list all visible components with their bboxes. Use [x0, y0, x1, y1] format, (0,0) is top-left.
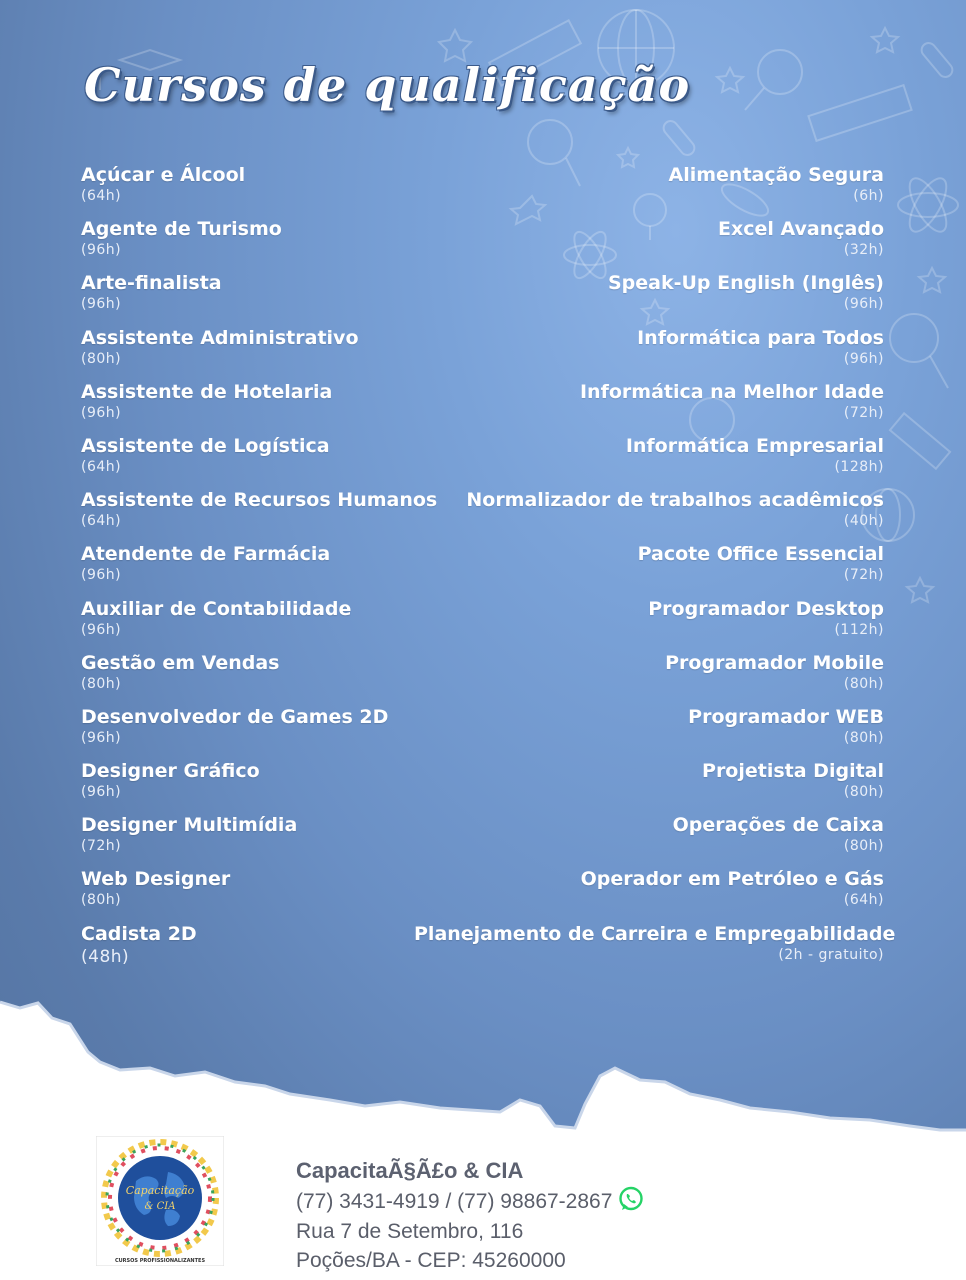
course-hours: (96h) — [843, 296, 884, 313]
course-name: Designer Gráfico — [81, 760, 260, 783]
course-name: Programador WEB — [688, 705, 884, 728]
course-hours: (80h) — [81, 350, 122, 367]
course-name: Informática na Melhor Idade — [579, 380, 884, 403]
logo-text-2: & CIA — [144, 1201, 176, 1212]
course-hours: (96h) — [81, 567, 122, 584]
contact-city: Poções/BA - CEP: 45260000 — [296, 1249, 566, 1272]
course-name: Atendente de Farmácia — [81, 543, 331, 566]
course-hours: (96h) — [81, 296, 122, 313]
logo-text-1: Capacitação — [125, 1184, 195, 1197]
course-hours: (80h) — [843, 838, 884, 855]
course-name: Arte-finalista — [81, 272, 222, 295]
course-name: Informática Empresarial — [625, 434, 884, 457]
course-hours: (72h) — [81, 838, 122, 855]
course-hours: (80h) — [843, 729, 884, 746]
course-hours: (96h) — [81, 621, 122, 638]
course-name: Assistente Administrativo — [81, 326, 359, 349]
course-name: Alimentação Segura — [668, 164, 884, 186]
course-hours: (96h) — [81, 404, 122, 421]
course-name: Agente de Turismo — [81, 218, 282, 241]
course-name: Cadista 2D — [81, 922, 197, 945]
course-name: Pacote Office Essencial — [637, 543, 884, 566]
course-hours: (48h) — [81, 946, 130, 967]
course-name: Auxiliar de Contabilidade — [81, 597, 352, 620]
course-hours: (80h) — [843, 784, 884, 801]
contact-name: CapacitaÃ§Ã£o & CIA — [296, 1158, 524, 1183]
course-name: Operador em Petróleo e Gás — [580, 868, 884, 891]
course-hours: (128h) — [834, 458, 884, 475]
course-hours: (112h) — [834, 621, 884, 638]
contact-phones[interactable]: (77) 3431-4919 / (77) 98867-2867 — [296, 1190, 613, 1213]
course-hours: (64h) — [81, 513, 122, 530]
course-hours: (80h) — [81, 892, 122, 909]
course-hours: (96h) — [81, 242, 122, 259]
course-hours: (6h) — [853, 188, 884, 204]
course-name: Açúcar e Álcool — [81, 164, 246, 186]
course-hours: (96h) — [843, 350, 884, 367]
course-name: Desenvolvedor de Games 2D — [81, 705, 389, 728]
course-name: Speak-Up English (Inglês) — [607, 272, 884, 295]
page-title: Cursos de qualificação — [84, 58, 691, 112]
course-name: Projetista Digital — [702, 760, 884, 783]
course-hours: (32h) — [843, 242, 884, 259]
course-name: Programador Mobile — [665, 651, 884, 674]
course-hours: (72h) — [843, 404, 884, 421]
course-hours: (64h) — [81, 458, 122, 475]
company-logo — [96, 1136, 224, 1266]
course-hours: (80h) — [81, 675, 122, 692]
course-name: Assistente de Logística — [81, 434, 330, 457]
course-hours: (72h) — [843, 567, 884, 584]
contact-address: Rua 7 de Setembro, 116 — [296, 1219, 524, 1243]
contact-phones-row — [296, 1186, 644, 1217]
course-hours: (64h) — [843, 892, 884, 909]
course-name: Operações de Caixa — [672, 814, 884, 837]
course-hours: (96h) — [81, 729, 122, 746]
course-name: Designer Multimídia — [81, 814, 298, 837]
course-hours: (96h) — [81, 784, 122, 801]
course-hours: (64h) — [81, 188, 122, 204]
course-name: Gestão em Vendas — [81, 651, 280, 674]
course-name: Informática para Todos — [637, 326, 884, 349]
logo-caption: CURSOS PROFISSIONALIZANTES — [114, 1258, 206, 1264]
course-hours: (2h - gratuito) — [778, 946, 884, 963]
course-hours: (40h) — [843, 513, 884, 530]
contact-block — [296, 1156, 644, 1276]
course-hours: (80h) — [843, 675, 884, 692]
course-name: Programador Desktop — [648, 597, 884, 620]
globe-icon — [118, 1156, 202, 1240]
whatsapp-icon — [618, 1186, 644, 1212]
course-name: Assistente de Hotelaria — [81, 380, 333, 403]
course-name: Planejamento de Carreira e Empregabilidade — [414, 922, 896, 945]
course-name: Web Designer — [81, 868, 231, 891]
course-name: Normalizador de trabalhos acadêmicos — [466, 489, 884, 512]
course-name: Excel Avançado — [717, 218, 884, 241]
course-name: Assistente de Recursos Humanos — [81, 489, 438, 512]
